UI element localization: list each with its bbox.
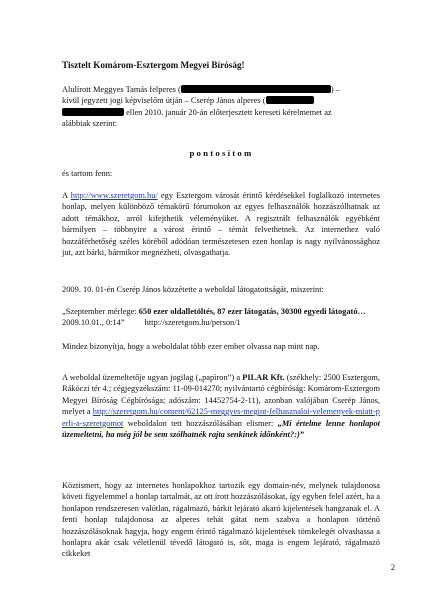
redaction-bar bbox=[266, 96, 314, 104]
intro-line3: ellen 2010. január 20-án előterjesztett kereseti kérelmemet az bbox=[126, 107, 332, 117]
paragraph-quote-stats bbox=[62, 306, 380, 329]
paragraph-liability: Köztismert, hogy az internetes honlapokhoz tartozik egy domain-név, melynek tulajdonosa követi figyelemmel a honlap tartalmát, az ott írott hozzászólásokat, így egyben felel azért, ha a honlapon rendszeresen valótlan, rágalmazó, bárkit lejárató akaró kijelentések hangzanak el. A fenti honlap tulajdonosa az alperes tehát gátat nem szabva a honlapon történő hozzászólásoknak hagyja, hogy engem érintő rágalmazó kijelentések tömkelegét olvashassa a honlapra akár csak véletlenül tévedő látogató is, sőt, maga is engem lejárató, rágalmazó cikkeket bbox=[62, 481, 380, 559]
redaction-bar bbox=[181, 85, 331, 93]
stats-figures: 650 ezer oldalletöltés, 87 ezer látogatás, 30300 egyedi látogató… bbox=[138, 307, 366, 316]
intro-line4: alábbiak szerint: bbox=[62, 119, 118, 129]
text-c: weboldalon tett hozzászólásában elismer: bbox=[123, 418, 278, 428]
company-name: PILAR Kft. bbox=[242, 373, 285, 382]
intro-line2: kívül jegyzett jogi képviselőm útján – Cserép János alperes ( bbox=[62, 96, 266, 106]
page-number: 2 bbox=[390, 563, 395, 572]
text-a: A weboldal üzemeltetője ugyan jogilag („papíron”) a bbox=[62, 373, 243, 382]
intro-line1-start: Alulírott Meggyes Tamás felperes ( bbox=[62, 85, 181, 94]
paragraph-statistics-intro: 2009. 10. 01-én Cserép János közzétette a weboldal látogatottságát, miszerint: bbox=[62, 285, 324, 294]
salutation: Tisztelt Komárom-Esztergom Megyei Bíróság! bbox=[62, 60, 245, 70]
paragraph-website bbox=[62, 190, 380, 258]
paragraph-readership: Mindez bizonyítja, hogy a weboldalat több ezer ember olvassa nap mint nap. bbox=[62, 342, 320, 351]
paragraph-operator bbox=[62, 372, 380, 440]
website-link[interactable]: http://www.szeretgom.hu/ bbox=[70, 191, 158, 200]
operator-quote: „Mi értelme lenne honlapot üzemeltetni, ha még jól be sem szólhatnék rajta senkinek időnként?:)” bbox=[62, 418, 380, 440]
text-body: egy Esztergom városát érintő kérdésekkel foglalkozó internetes honlap, melyen különböző témakörű fórumokon az egyes felhasználók hozzászólhatnak az adott témákhoz, arról kifejthetik véleményüket. A regisztrált felhasználók egyébként bármilyen – többnyire a várost érintő – témát felvethetnek. Az internethez való hozzáférhetőség széles köréből adódóan természetesen ezen honlap is nagy nyilvánossághoz jut, azt bárki, bármikor megnézheti, olvasgathatja. bbox=[62, 191, 380, 258]
person-url: http://szeretgom.hu/person/1 bbox=[144, 318, 241, 328]
quote-start: „Szeptember mérlege: bbox=[62, 307, 139, 316]
redaction-bar bbox=[62, 108, 124, 116]
intro-line1-end: ) – bbox=[330, 85, 340, 94]
quote-date: 2009.10.01., 0:14” bbox=[62, 318, 125, 328]
content-link[interactable]: http://szeretgom.hu/content/62125-meggyes-megint-felhasznaloi-velemenyek-miatt-perli-a-szeretgomot bbox=[62, 407, 380, 428]
text-b: (székhely: 2500 Esztergom, Rákóczi tér 4.; cégjegyzékszám: 11-09-014270; nyilvántartó cégbíróság: Komárom-Esztergom Megyei Bíróság Cégbírósága; adószám: 14452754-2-11), azonban valójában Cserép János, melyet a bbox=[62, 373, 380, 417]
intro-paragraph bbox=[62, 84, 380, 130]
intro-continuation: és tartom fenn: bbox=[62, 169, 113, 178]
section-heading: pontosítom bbox=[189, 148, 254, 158]
text-prefix: A bbox=[62, 191, 71, 200]
